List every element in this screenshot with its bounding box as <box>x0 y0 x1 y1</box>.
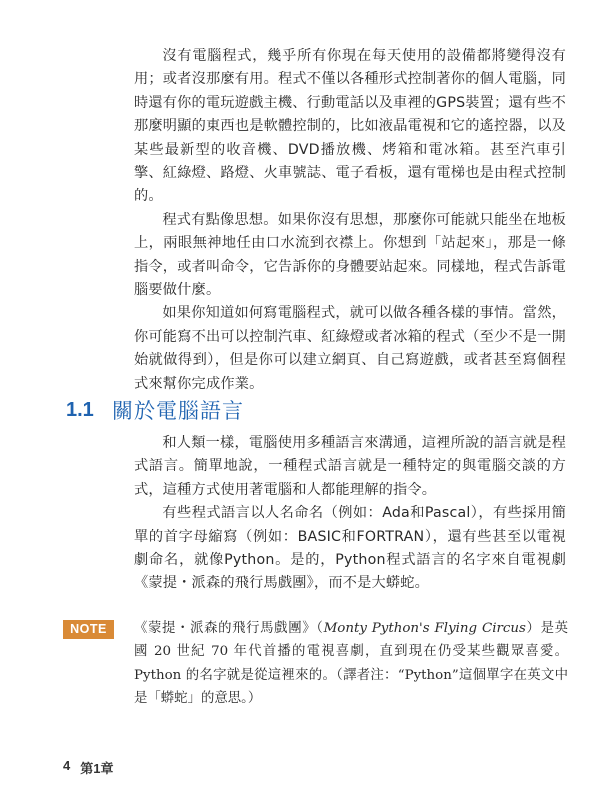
note-text <box>134 617 568 711</box>
page-number: 4 <box>63 758 71 773</box>
note-italic-title: Monty Python's Flying Circus <box>323 621 526 636</box>
paragraph: 有些程式語言以人名命名（例如：Ada和Pascal），有些採用簡單的首字母縮寫（例如：BASIC和FORTRAN），還有些甚至以電視劇命名，就像Python。是的，Python程式語言的名字來自電視劇《蒙提・派森的飛行馬戲團》，而不是大蟒蛇。 <box>134 505 566 592</box>
section-number: 1.1 <box>66 398 94 421</box>
paragraph: 如果你知道如何寫電腦程式，就可以做各種各樣的事情。當然，你可能寫不出可以控制汽車、紅綠燈或者冰箱的程式（至少不是一開始就做得到），但是你可以建立網頁、自己寫遊戲，或者甚至寫個程式來幫你完成作業。 <box>134 305 566 392</box>
section-text <box>134 432 566 596</box>
paragraph: 沒有電腦程式，幾乎所有你現在每天使用的設備都將變得沒有用；或者沒那麼有用。程式不僅以各種形式控制著你的個人電腦，同時還有你的電玩遊戲主機、行動電話以及車裡的GPS裝置；還有些不那麼明顯的東西也是軟體控制的，比如液晶電視和它的遙控器，以及某些最新型的收音機、DVD播放機、烤箱和電冰箱。甚至汽車引擎、紅綠燈、路燈、火車號誌、電子看板，還有電梯也是由程式控制的。 <box>134 48 567 205</box>
page-footer <box>63 758 113 777</box>
paragraph: 程式有點像思想。如果你沒有思想，那麼你可能就只能坐在地板上，兩眼無神地任由口水流到衣襟上。你想到「站起來」，那是一條指令，或者叫命令，它告訴你的身體要站起來。同樣地，程式告訴電腦要做什麼。 <box>134 211 566 299</box>
chapter-label: 第1章 <box>80 761 114 776</box>
section-title: 關於電腦語言 <box>112 400 244 423</box>
note-text-part: ）是英國 20 世紀 70 年代首播的電視喜劇，直到現在仍受某些觀眾喜愛。Python 的名字就是從這裡來的。（譯者注：“Python”這個單字在英文中是「蟒蛇」的意思。） <box>134 621 568 707</box>
note-badge: NOTE <box>63 620 114 639</box>
paragraph: 和人類一樣，電腦使用多種語言來溝通，這裡所說的語言就是程式語言。簡單地說，一種程式語言就是一種特定的與電腦交談的方式，這種方式使用著電腦和人都能理解的指令。 <box>134 435 566 498</box>
section-heading <box>66 392 244 428</box>
note-text-part: 《蒙提・派森的飛行馬戲團》（ <box>134 621 324 636</box>
intro-text <box>134 45 566 396</box>
